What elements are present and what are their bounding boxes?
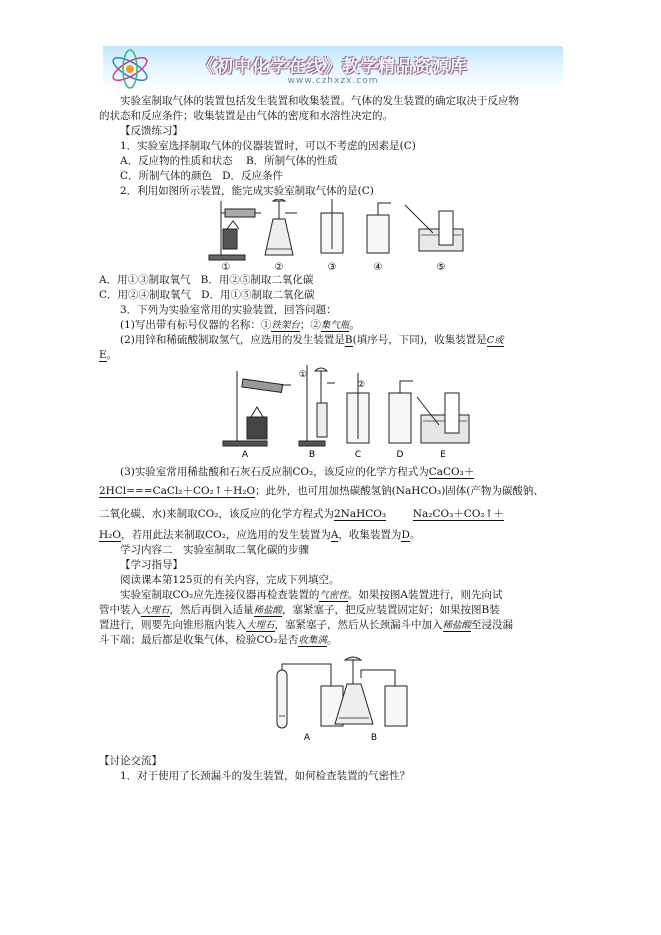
q3-part3-line2 xyxy=(99,484,561,499)
q3-part2-cont xyxy=(99,348,561,363)
q3-label-a: A xyxy=(241,450,249,459)
q3-p3-equation-2c: H₂O xyxy=(99,529,121,541)
steps-text-4: 斗下端；最后都是收集气体，检验CO₂是否 xyxy=(99,634,299,646)
apparatus-b-flask xyxy=(335,657,407,726)
steps-text-2b: ，然后再倒入适量 xyxy=(169,604,254,616)
steps-text-3c: 至浸没漏 xyxy=(471,619,514,631)
steps-text-1b: 。如果按图A装置进行，则先向试 xyxy=(347,589,503,601)
steps-answer-airtightness: 气密性 xyxy=(319,590,348,601)
steps-apparatus-diagram xyxy=(99,656,561,744)
q3-p3-answer-generator: A xyxy=(330,529,339,541)
steps-line-3 xyxy=(99,618,561,633)
q2-figure xyxy=(99,199,561,273)
q3-p2-end: 。 xyxy=(106,349,118,361)
q1-stem: 1．实验室选择制取气体的仪器装置时，可以不考虑的因素是(C) xyxy=(120,140,416,152)
steps-line-2 xyxy=(99,603,561,618)
steps-text-2c: ，塞紧塞子，把反应装置固定好；如果按图B装 xyxy=(282,604,500,616)
discuss-header: 【讨论交流】 xyxy=(99,755,162,767)
q3-stem: 3．下列为实验室常用的实验装置，回答问题： xyxy=(120,304,337,316)
steps-end: 。 xyxy=(326,634,338,646)
apparatus-2-flask xyxy=(265,199,297,255)
q3-p2-text: (2)用锌和稀硫酸制取氢气，应选用的发生装置是 xyxy=(120,334,345,346)
discuss-q1: 1．对于使用了长颈漏斗的发生装置，如何检查装置的气密性？ xyxy=(120,770,411,782)
q3-p3-text-4: ，若用此法来制取CO₂，应选用的发生装置为 xyxy=(120,529,331,541)
q3-p3-equation-1a: CaCO₃＋ xyxy=(428,466,475,478)
apparatus-4-bottle-up xyxy=(367,203,391,253)
steps-label-a: A xyxy=(303,733,311,743)
q3-p3-text-5: ，收集装置为 xyxy=(338,529,402,541)
q1-options-cd xyxy=(99,169,561,184)
q3-apparatus-diagram xyxy=(99,363,561,459)
q1-option-a: A．反应物的性质和状态 xyxy=(120,155,233,167)
q2-option-c: C．用②④制取氧气 xyxy=(99,289,192,301)
q3-p3-equation-1b: 2HCl===CaCl₂＋CO₂↑＋H₂O xyxy=(99,485,256,497)
steps-text-1: 实验室制取CO₂应先连接仪器再检查装置的 xyxy=(120,589,320,601)
q2-label-3: ③ xyxy=(327,262,337,273)
q3-p1-end: 。 xyxy=(349,319,360,331)
q3-p3-text-3: 二氧化碳、水)来制取CO₂，该反应的化学方程式为 xyxy=(99,508,334,520)
q3-figure xyxy=(99,363,561,459)
apparatus-a-test-tube xyxy=(277,664,343,728)
steps-answer-marble-a: 大理石 xyxy=(141,605,170,616)
q3-p1-sep: ；② xyxy=(299,319,321,331)
steps-answer-full: 收集满 xyxy=(298,635,327,646)
q1-option-d: D．反应条件 xyxy=(222,170,283,182)
q3-p2-answer-3: E xyxy=(99,349,107,361)
q3-p2-answer-1: B xyxy=(344,334,353,346)
q2-stem: 2．利用如图所示装置，能完成实验室制取气体的是(C) xyxy=(120,185,374,197)
q1-option-b: B．所制气体的性质 xyxy=(245,155,338,167)
steps-label-b: B xyxy=(370,733,378,743)
practice-header: 【反馈练习】 xyxy=(120,125,183,137)
q3-p3-equation-2b: Na₂CO₃＋CO₂↑＋ xyxy=(412,508,504,520)
q3-p1-answer-2: 集气瓶 xyxy=(320,320,350,331)
q3-part2 xyxy=(99,333,561,348)
q3-mark-2: ② xyxy=(356,380,366,390)
steps-text-3: 置进行，则要先向锥形瓶内装入 xyxy=(99,619,246,631)
q2-options-ab xyxy=(99,273,561,288)
q1-options-ab xyxy=(99,154,561,169)
apparatus-1-heating xyxy=(209,201,261,260)
q3-label-b: B xyxy=(308,450,316,459)
q3-label-c: C xyxy=(354,450,362,459)
q2-apparatus-diagram xyxy=(99,199,561,273)
q3-part3-line3 xyxy=(99,507,561,522)
q3-p1-answer-1: 铁架台 xyxy=(271,320,300,331)
q3-label-e: E xyxy=(440,450,446,459)
q3-p3-equation-2a: 2NaHCO₃ xyxy=(333,508,387,520)
apparatus-5-water-trough xyxy=(405,205,463,251)
banner-title: 《初中化学在线》教学精品资源库 xyxy=(198,57,468,77)
apparatus-a-heating xyxy=(223,371,291,446)
apparatus-3-bottle-down xyxy=(321,199,343,253)
banner-url: www.czhxzx.com xyxy=(287,76,379,86)
intro-line-1: 实验室制取气体的装置包括发生装置和收集装置。气体的发生装置的确定取决于反应物 xyxy=(120,95,519,107)
guide-line: 阅读课本第125页的有关内容，完成下列填空。 xyxy=(120,574,340,586)
q2-label-5: ⑤ xyxy=(436,262,446,273)
steps-text-2: 管中装入 xyxy=(99,604,141,616)
document-body xyxy=(99,94,561,784)
q2-option-d: D．用①⑤制取二氧化碳 xyxy=(201,289,315,301)
steps-line-4 xyxy=(99,633,561,648)
steps-answer-marble-b: 大理石 xyxy=(246,620,275,631)
steps-answer-acid-b: 稀盐酸 xyxy=(442,620,472,631)
q2-option-a: A．用①③制取氧气 xyxy=(99,274,191,286)
guide-header: 【学习指导】 xyxy=(120,559,183,571)
q1-option-c: C．所制气体的颜色 xyxy=(120,170,213,182)
q3-p3-end: 。 xyxy=(409,529,421,541)
steps-text-3b: ，塞紧塞子，然后从长颈漏斗中加入 xyxy=(274,619,443,631)
q2-label-4: ④ xyxy=(373,262,383,273)
steps-answer-acid-a: 稀盐酸 xyxy=(253,605,283,616)
intro-line-2: 的状态和反应条件；收集装置是由气体的密度和水溶性决定的。 xyxy=(99,110,393,122)
apparatus-e-water-trough xyxy=(417,393,469,443)
q3-label-d: D xyxy=(396,450,404,459)
q3-part3-line4 xyxy=(99,528,561,543)
q2-label-1: ① xyxy=(221,262,231,273)
q3-part3-line1 xyxy=(99,465,561,480)
q2-label-2: ② xyxy=(274,262,284,273)
steps-figure xyxy=(99,656,561,744)
q3-mark-1: ① xyxy=(298,370,307,380)
q3-p1-text: (1)写出带有标号仪器的名称：① xyxy=(120,319,272,331)
q3-p2-answer-2: C或 xyxy=(486,335,504,346)
q3-p3-answer-collector: D xyxy=(401,529,410,541)
q3-p3-text: (3)实验室常用稀盐酸和石灰石反应制CO₂，该反应的化学方程式为 xyxy=(120,466,429,478)
q3-part1 xyxy=(99,318,561,333)
steps-line-1 xyxy=(99,588,561,603)
q2-options-cd xyxy=(99,288,561,303)
q3-p2-mid: (填序号，下同)，收集装置是 xyxy=(352,334,487,346)
header-banner xyxy=(103,46,563,92)
content2-title: 学习内容二 实验室制取二氧化碳的步骤 xyxy=(120,544,309,556)
q3-p3-text-2: ；此外，也可用加热碳酸氢钠(NaHCO₃)固体(产物为碳酸钠、 xyxy=(255,485,544,497)
apparatus-d-bottle xyxy=(389,381,413,443)
q2-option-b: B．用②⑤制取二氧化碳 xyxy=(200,274,314,286)
